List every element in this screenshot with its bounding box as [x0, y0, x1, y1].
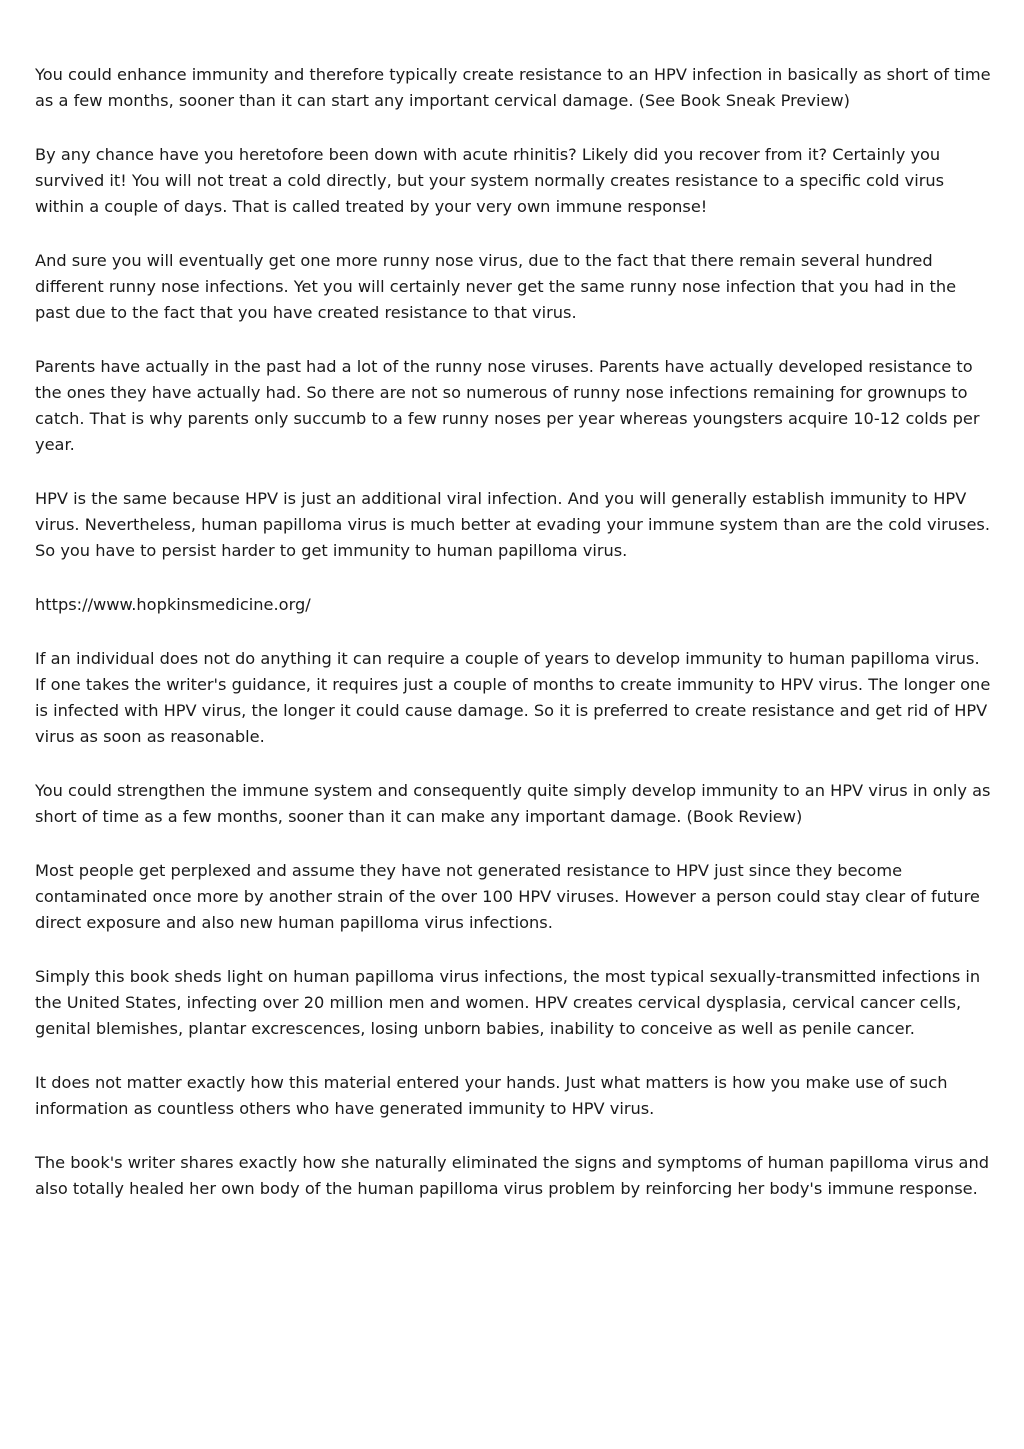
document-body — [35, 62, 993, 1230]
paragraph-writer-shares: The book's writer shares exactly how she naturally eliminated the signs and symptoms of human papilloma virus and also totally healed her own body of the human papilloma virus problem by reinforcing her body's immune response. — [35, 1153, 989, 1198]
paragraph-runny-nose: And sure you will eventually get one more runny nose virus, due to the fact that there remain several hundred different runny nose infections. Yet you will certainly never get the same runny nose infection that you had in the past due to the fact that you have created resistance to that virus. — [35, 251, 957, 322]
paragraph-parents: Parents have actually in the past had a lot of the runny nose viruses. Parents have actually developed resistance to the ones they have actually had. So there are not so numerous of runny nose infections remaining for grownups to catch. That is why parents only succumb to a few runny noses per year whereas youngsters acquire 10-12 colds per year. — [35, 357, 980, 454]
paragraph-immunity-intro: You could enhance immunity and therefore typically create resistance to an HPV infection in basically as short of time as a few months, sooner than it can start any important cervical damage. (See Book Sneak Preview) — [35, 65, 991, 110]
paragraph-acute-rhinitis: By any chance have you heretofore been down with acute rhinitis? Likely did you recover from it? Certainly you survived it! You will not treat a cold directly, but your system normally creates resistance to a specific cold virus within a couple of days. That is called treated by your very own immune response! — [35, 145, 945, 216]
paragraph-individual: If an individual does not do anything it can require a couple of years to develop immunity to human papilloma virus. If one takes the writer's guidance, it requires just a couple of months to create immunity to HPV virus. The longer one is infected with HPV virus, the longer it could cause damage. So it is preferred to create resistance and get rid of HPV virus as soon as reasonable. — [35, 649, 991, 746]
paragraph-url: https://www.hopkinsmedicine.org/ — [35, 595, 311, 614]
paragraph-strengthen: You could strengthen the immune system and consequently quite simply develop immunity to an HPV virus in only as short of time as a few months, sooner than it can make any important damage. (Book Review) — [35, 781, 991, 826]
paragraph-hpv-same: HPV is the same because HPV is just an additional viral infection. And you will generally establish immunity to HPV virus. Nevertheless, human papilloma virus is much better at evading your immune system than are the cold viruses. So you have to persist harder to get immunity to human papilloma virus. — [35, 489, 990, 560]
paragraph-book-sheds-light: Simply this book sheds light on human papilloma virus infections, the most typical sexually-transmitted infections in the United States, infecting over 20 million men and women. HPV creates cervical dysplasia, cervical cancer cells, genital blemishes, plantar excrescences, losing unborn babies, inability to conceive as well as penile cancer. — [35, 967, 981, 1038]
paragraph-does-not-matter: It does not matter exactly how this material entered your hands. Just what matters is how you make use of such information as countless others who have generated immunity to HPV virus. — [35, 1073, 948, 1118]
paragraph-perplexed: Most people get perplexed and assume they have not generated resistance to HPV just since they become contaminated once more by another strain of the over 100 HPV viruses. However a person could stay clear of future direct exposure and also new human papilloma virus infections. — [35, 861, 980, 932]
